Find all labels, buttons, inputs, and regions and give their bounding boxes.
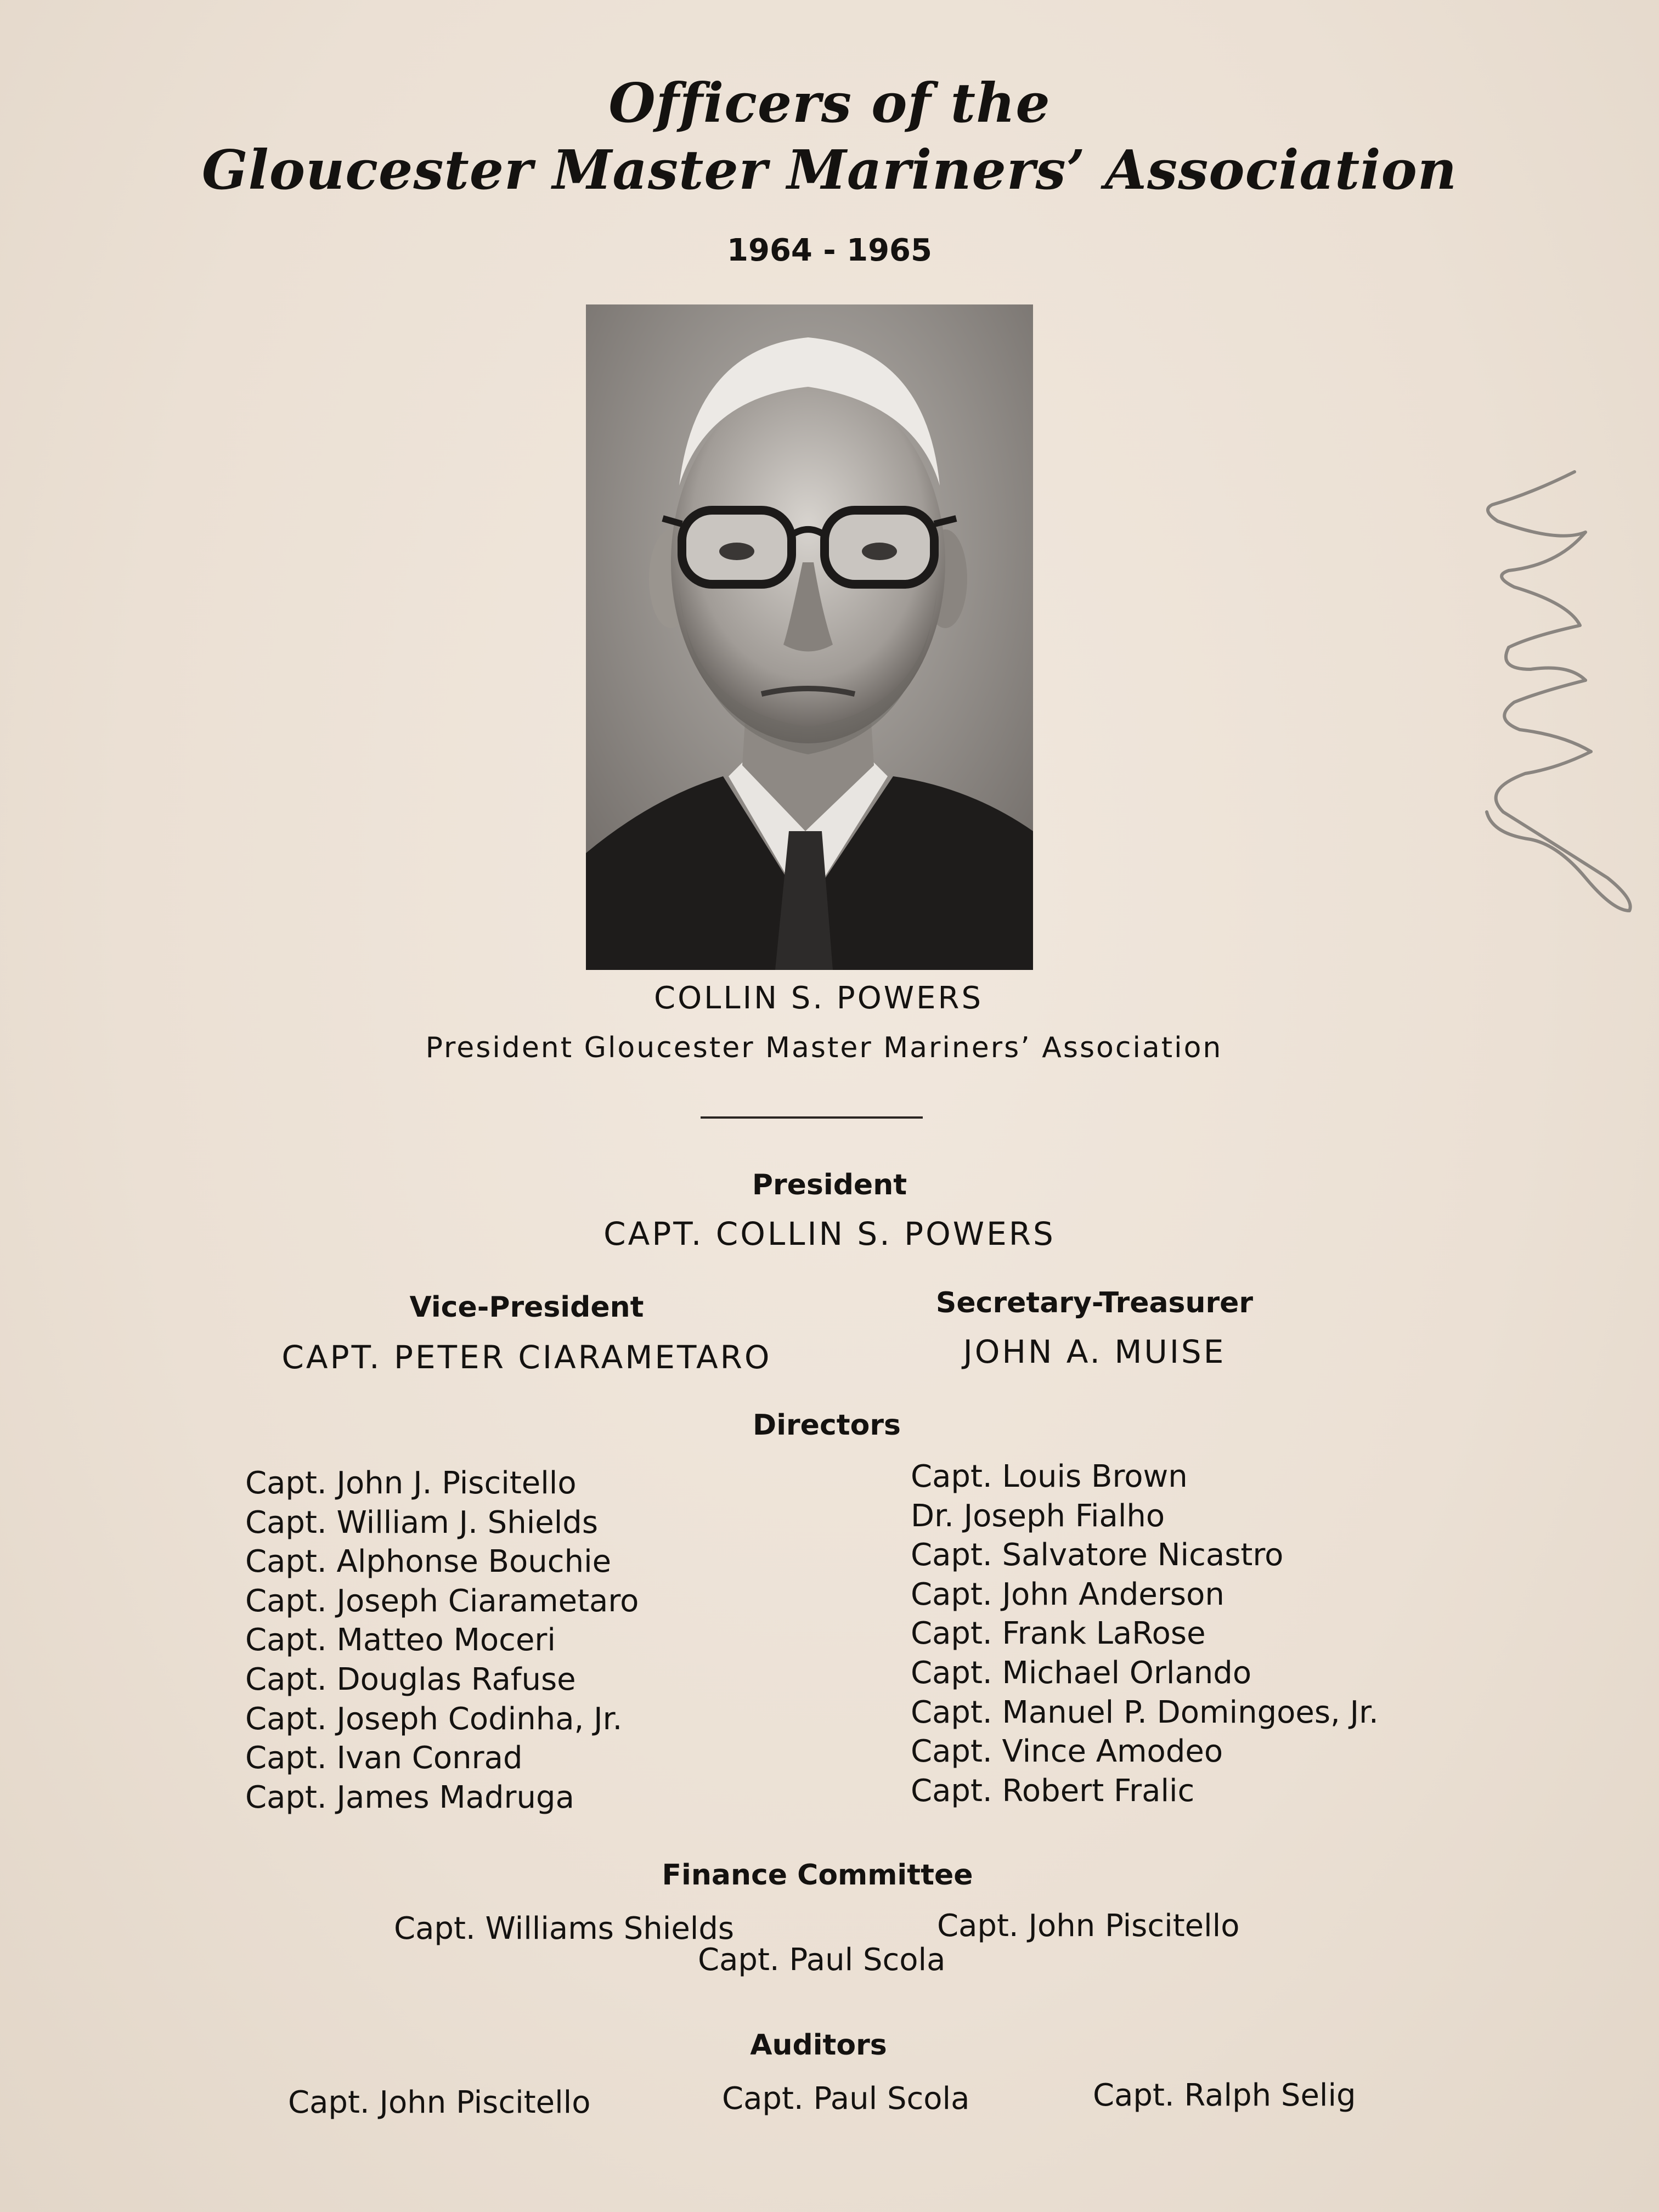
- director-name: Capt. William J. Shields: [245, 1504, 599, 1541]
- director-name: Capt. Joseph Ciarametaro: [245, 1583, 639, 1619]
- directors-heading: Directors: [753, 1409, 901, 1442]
- director-name: Capt. Alphonse Bouchie: [245, 1544, 612, 1580]
- vice-president-heading: Vice-President: [409, 1291, 644, 1324]
- photo-caption-title: President Gloucester Master Mariners’ Association: [425, 1031, 1223, 1064]
- finance-member: Capt. Paul Scola: [698, 1942, 946, 1978]
- director-name: Capt. Louis Brown: [911, 1459, 1188, 1494]
- director-name: Capt. Salvatore Nicastro: [911, 1537, 1284, 1573]
- president-name: CAPT. COLLIN S. POWERS: [603, 1215, 1056, 1252]
- years: 1964 - 1965: [727, 233, 932, 268]
- title-line-2: Gloucester Master Mariners’ Association: [201, 139, 1458, 202]
- vice-president-name: CAPT. PETER CIARAMETARO: [281, 1339, 772, 1376]
- director-name: Dr. Joseph Fialho: [911, 1498, 1165, 1534]
- director-name: Capt. Frank LaRose: [911, 1616, 1206, 1652]
- director-name: Capt. Douglas Rafuse: [245, 1661, 576, 1697]
- secretary-treasurer-name: JOHN A. MUISE: [963, 1333, 1226, 1370]
- director-name: Capt. Robert Fralic: [911, 1773, 1195, 1809]
- finance-member: Capt. John Piscitello: [937, 1908, 1240, 1944]
- auditors-heading: Auditors: [750, 2029, 887, 2062]
- pencil-signature: [1448, 461, 1657, 944]
- title-line-1: Officers of the: [608, 72, 1051, 135]
- photo-caption-name: COLLIN S. POWERS: [654, 980, 983, 1016]
- directors-right-column: [911, 1457, 1379, 1810]
- director-name: Capt. John Anderson: [911, 1576, 1224, 1612]
- director-name: Capt. Joseph Codinha, Jr.: [245, 1701, 623, 1737]
- director-name: Capt. Matteo Moceri: [245, 1622, 556, 1658]
- auditor-name: Capt. Ralph Selig: [1093, 2078, 1356, 2113]
- director-name: Capt. Michael Orlando: [911, 1655, 1252, 1691]
- director-name: Capt. John J. Piscitello: [245, 1465, 577, 1501]
- director-name: Capt. Manuel P. Domingoes, Jr.: [911, 1694, 1379, 1730]
- secretary-treasurer-heading: Secretary-Treasurer: [935, 1286, 1254, 1319]
- portrait-photo: [586, 304, 1033, 970]
- finance-member: Capt. Williams Shields: [394, 1911, 735, 1946]
- auditor-name: Capt. Paul Scola: [722, 2081, 970, 2117]
- finance-committee-heading: Finance Committee: [662, 1859, 973, 1892]
- director-name: Capt. Ivan Conrad: [245, 1740, 523, 1776]
- director-name: Capt. Vince Amodeo: [911, 1734, 1223, 1770]
- auditor-name: Capt. John Piscitello: [288, 2085, 591, 2120]
- divider: [701, 1116, 923, 1119]
- directors-left-column: [245, 1464, 639, 1817]
- director-name: Capt. James Madruga: [245, 1779, 574, 1815]
- president-heading: President: [752, 1169, 907, 1201]
